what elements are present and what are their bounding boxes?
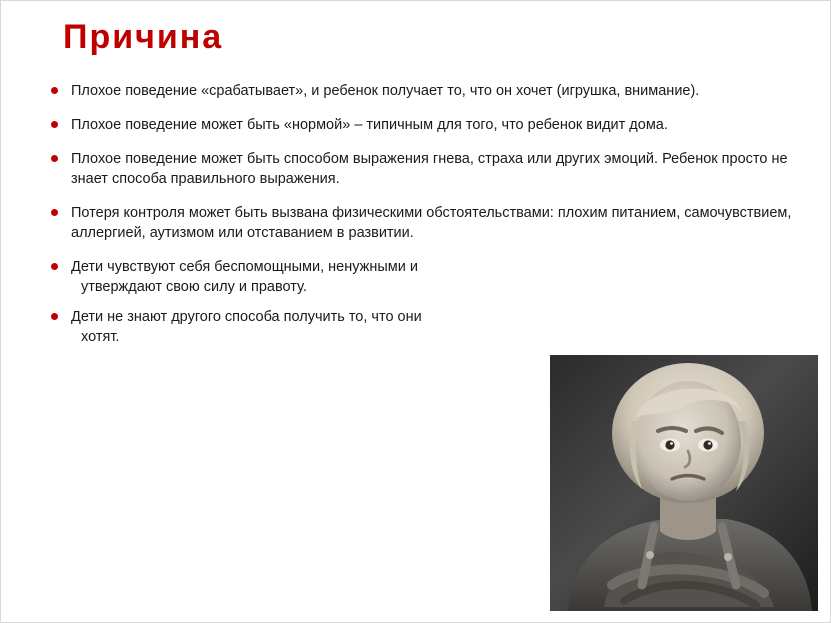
list-item-text: Дети не знают другого способа получить то, что они: [71, 309, 422, 325]
list-item: [41, 115, 801, 135]
bullet-dot-icon: [51, 209, 58, 216]
list-item: [41, 149, 801, 189]
list-item-text: Дети чувствуют себя беспомощными, ненужными и: [71, 259, 418, 275]
bullet-dot-icon: [51, 313, 58, 320]
list-item-text: Плохое поведение может быть способом выражения гнева, страха или других эмоций. Ребенок просто не знает способа правильного выражения.: [71, 151, 788, 187]
page-title: Причина: [63, 18, 224, 56]
bullet-list: [41, 81, 801, 357]
list-item-text: Плохое поведение «срабатывает», и ребенок получает то, что он хочет (игрушка, внимание).: [71, 83, 700, 99]
list-item: [41, 203, 801, 243]
list-item: [41, 81, 801, 101]
bullet-dot-icon: [51, 155, 58, 162]
bullet-dot-icon: [51, 263, 58, 270]
child-photo: [550, 355, 818, 611]
bullet-dot-icon: [51, 87, 58, 94]
list-item-text-continuation: хотят.: [81, 329, 120, 345]
list-item-text: Плохое поведение может быть «нормой» – типичным для того, что ребенок видит дома.: [71, 117, 668, 133]
list-item: [41, 307, 801, 347]
list-item-text: Потеря контроля может быть вызвана физическими обстоятельствами: плохим питанием, самочувствием, аллергией, аутизмом или отставанием в развитии.: [71, 205, 792, 241]
bullet-dot-icon: [51, 121, 58, 128]
list-item-text-continuation: утверждают свою силу и правоту.: [81, 279, 307, 295]
list-item: [41, 257, 801, 297]
